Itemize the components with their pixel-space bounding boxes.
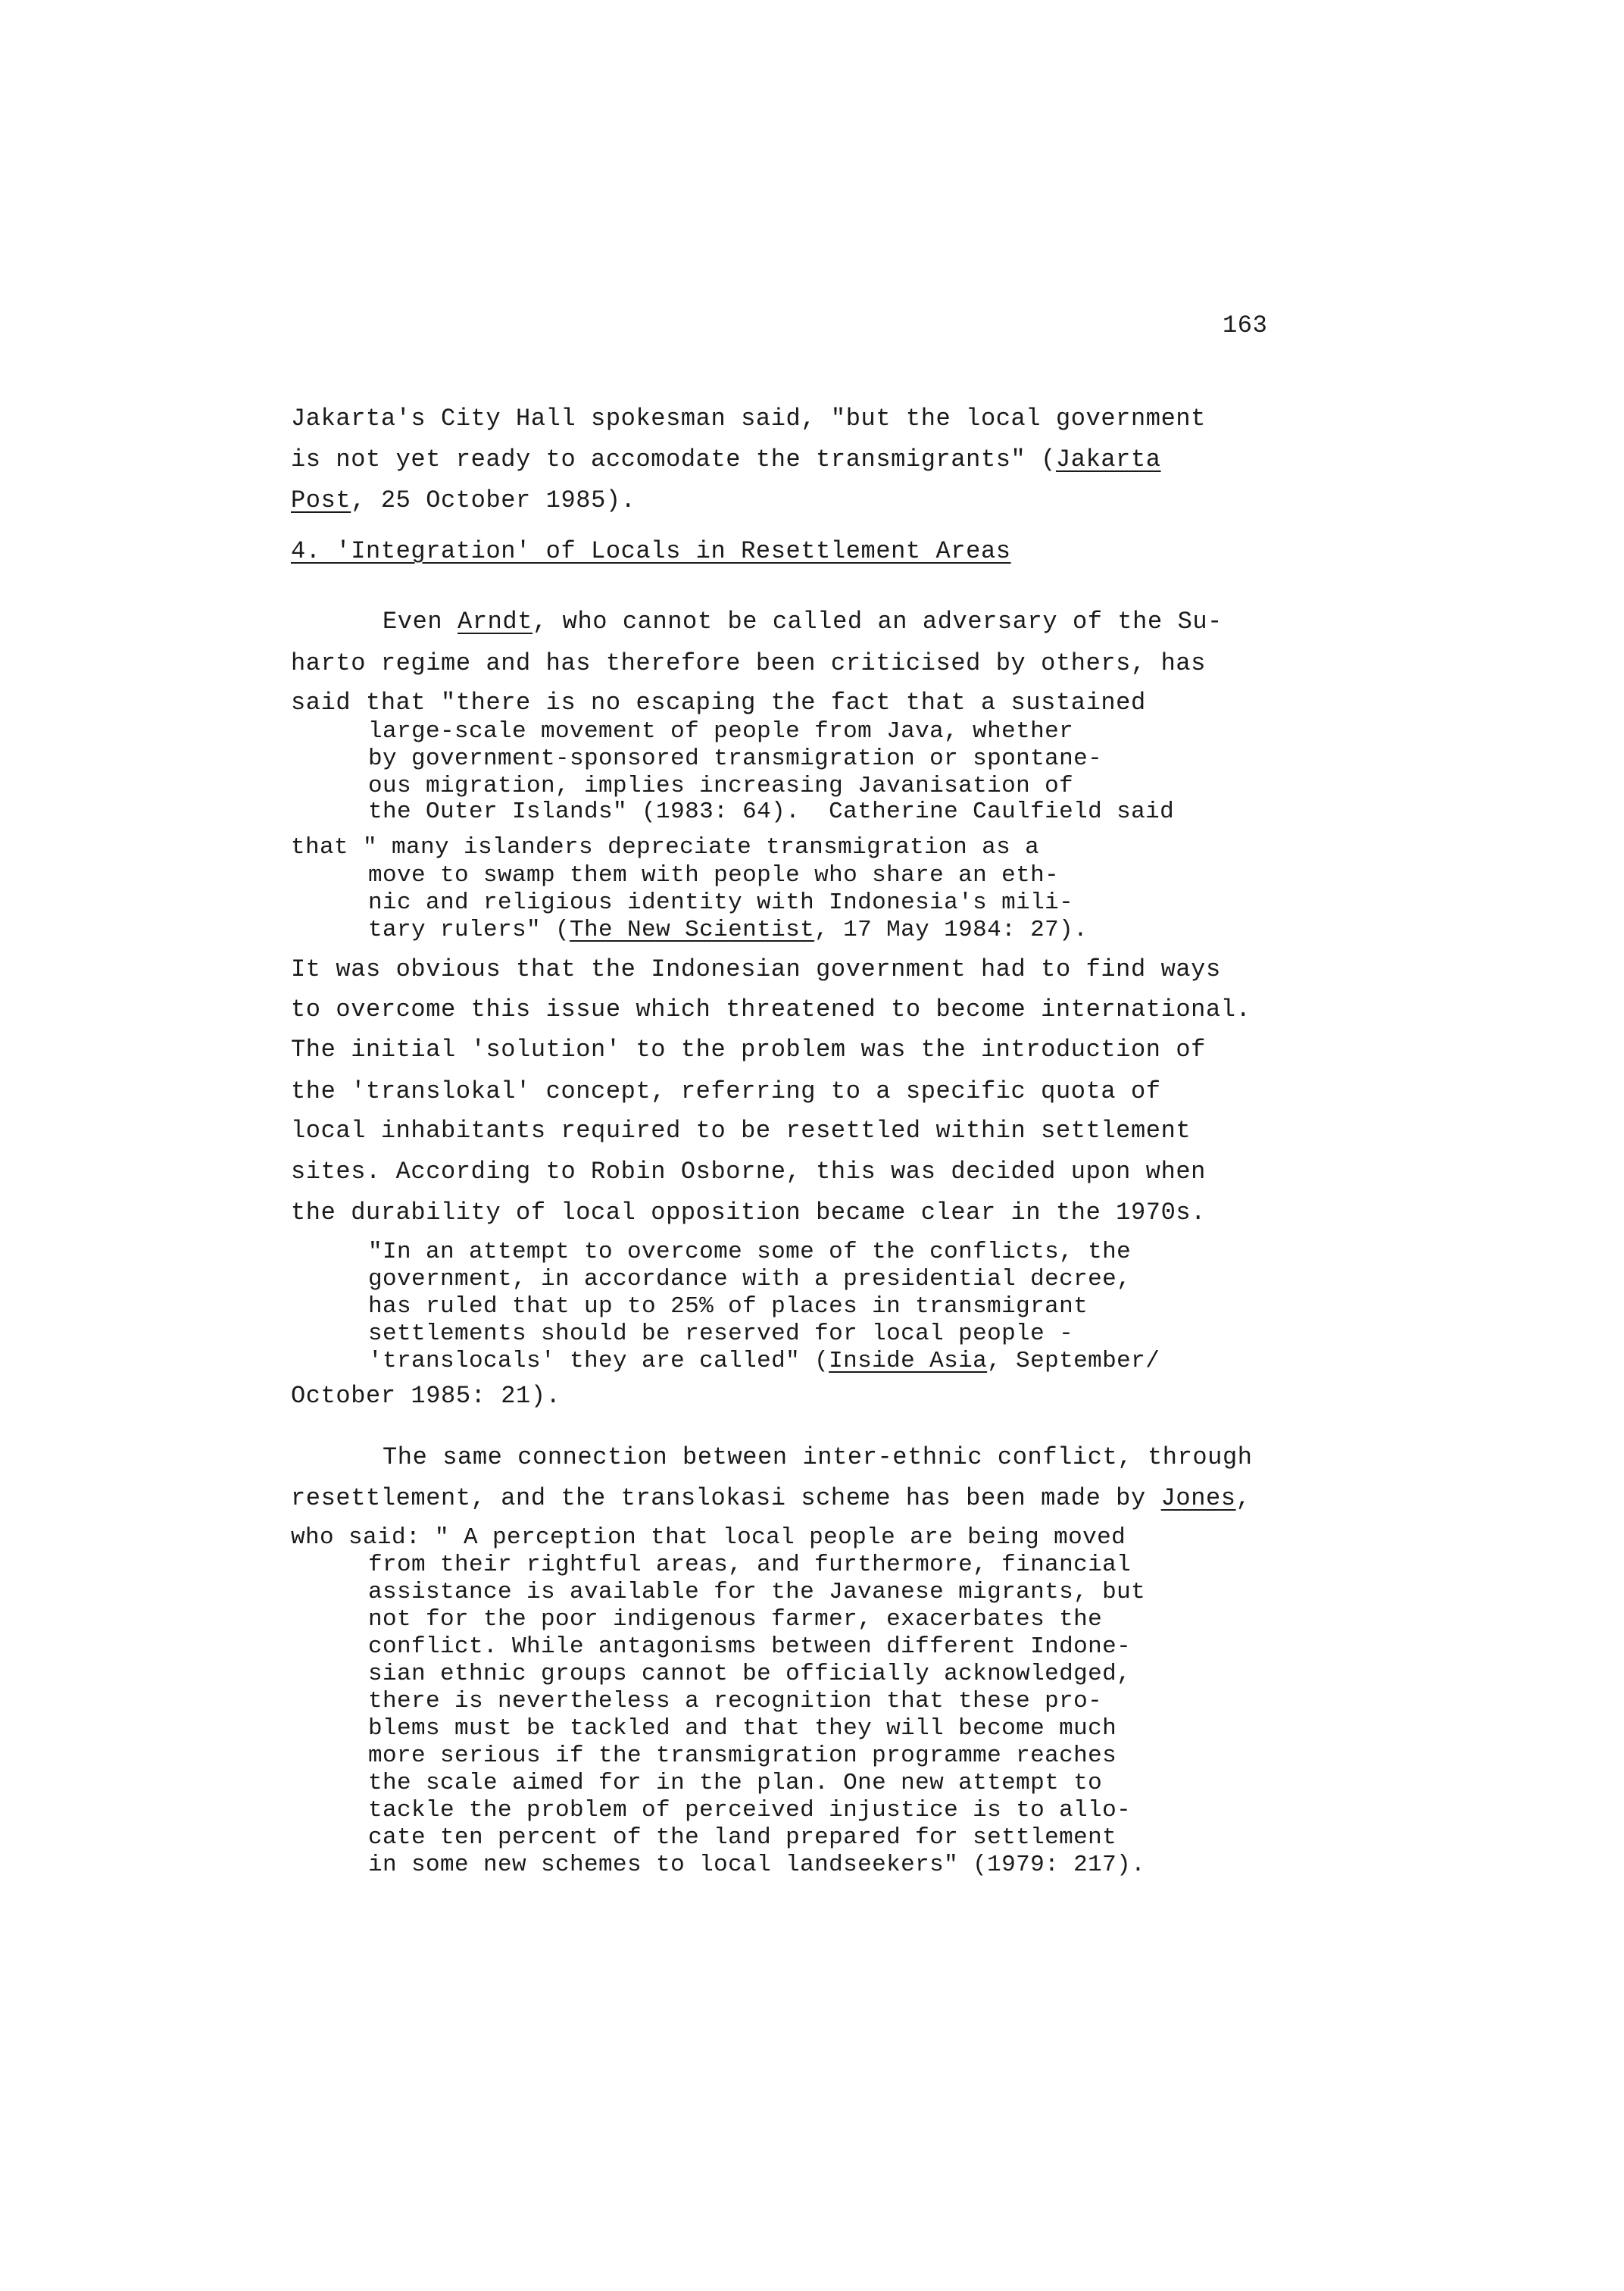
quote-line: has ruled that up to 25% of places in transmigrant — [368, 1293, 1088, 1320]
quote-line: ous migration, implies increasing Javanisation of — [368, 773, 1074, 799]
quote-line: there is nevertheless a recognition that these pro- — [368, 1688, 1103, 1714]
text-line: The initial 'solution' to the problem was the introduction of — [291, 1036, 1206, 1064]
text-line: to overcome this issue which threatened to become international. — [291, 995, 1251, 1024]
text-line — [383, 610, 1223, 634]
text-line: said that "there is no escaping the fact that a sustained — [291, 689, 1146, 717]
text-line: the 'translokal' concept, referring to a specific quota of — [291, 1077, 1161, 1105]
text-span: tary rulers" ( — [368, 917, 570, 943]
text-line: local inhabitants required to be resettled within settlement — [291, 1117, 1191, 1145]
citation-jakarta-post: Post — [291, 486, 351, 514]
citation-jakarta-post: Jakarta — [1055, 445, 1161, 474]
quote-line: assistance is available for the Javanese migrants, but — [368, 1579, 1146, 1605]
quote-line: move to swamp them with people who share an eth- — [368, 862, 1060, 889]
text-span: , 17 May 1984: 27). — [814, 917, 1088, 943]
quote-line — [368, 918, 1088, 942]
text-span: , 25 October 1985). — [351, 486, 636, 514]
quote-line: tackle the problem of perceived injustice is to allo- — [368, 1797, 1132, 1824]
quote-line: in some new schemes to local landseekers" (1979: 217). — [368, 1852, 1146, 1878]
text-span: , — [1235, 1484, 1251, 1512]
quote-line: large-scale movement of people from Java, whether — [368, 718, 1074, 745]
text-line: It was obvious that the Indonesian government had to find ways — [291, 955, 1221, 983]
text-span: 'translocals' they are called" ( — [368, 1348, 829, 1374]
text-line: sites. According to Robin Osborne, this was decided upon when — [291, 1158, 1206, 1186]
quote-line: not for the poor indigenous farmer, exacerbates the — [368, 1606, 1103, 1633]
text-line: The same connection between inter-ethnic conflict, through — [383, 1443, 1253, 1471]
quote-line: cate ten percent of the land prepared for settlement — [368, 1824, 1117, 1851]
text-line — [291, 445, 1161, 474]
text-span: , who cannot be called an adversary of the Su- — [532, 608, 1223, 636]
quote-line: from their rightful areas, and furthermore, financial — [368, 1552, 1132, 1578]
text-line: harto regime and has therefore been criticised by others, has — [291, 649, 1206, 677]
quote-line: more serious if the transmigration programme reaches — [368, 1742, 1117, 1769]
quote-line: the scale aimed for in the plan. One new attempt to — [368, 1770, 1103, 1796]
text-line: the durability of local opposition became clear in the 1970s. — [291, 1199, 1206, 1227]
text-line: the Outer Islands" (1983: 64). Catherine Caulfield said — [368, 799, 1175, 825]
text-line: that " many islanders depreciate transmigration as a — [291, 834, 1040, 861]
quote-line: by government-sponsored transmigration or spontane- — [368, 745, 1103, 772]
text-line — [291, 486, 636, 514]
quote-line: conflict. While antagonisms between different Indone- — [368, 1633, 1132, 1660]
text-line — [291, 1486, 1251, 1511]
text-line: October 1985: 21). — [291, 1382, 561, 1410]
quote-line — [368, 1349, 1160, 1373]
quote-line: "In an attempt to overcome some of the conflicts, the — [368, 1239, 1132, 1265]
citation-new-scientist: The New Scientist — [570, 917, 815, 943]
page-number: 163 — [1223, 311, 1268, 339]
author-jones: Jones — [1160, 1484, 1236, 1512]
text-span: Even — [383, 608, 458, 636]
quote-line: nic and religious identity with Indonesia's mili- — [368, 889, 1074, 916]
quote-line: settlements should be reserved for local people - — [368, 1321, 1074, 1347]
text-span: is not yet ready to accomodate the transmigrants" ( — [291, 445, 1056, 474]
quote-line: sian ethnic groups cannot be officially acknowledged, — [368, 1661, 1132, 1687]
quote-line: government, in accordance with a presidential decree, — [368, 1266, 1132, 1292]
text-span: resettlement, and the translokasi scheme has been made by — [291, 1484, 1161, 1512]
text-line: Jakarta's City Hall spokesman said, "but the local government — [291, 405, 1206, 433]
section-heading: 4. 'Integration' of Locals in Resettlement Areas — [291, 537, 1011, 565]
citation-inside-asia: Inside Asia — [829, 1348, 988, 1374]
quote-line: blems must be tackled and that they will become much — [368, 1715, 1117, 1742]
author-arndt: Arndt — [458, 608, 533, 636]
text-line: who said: " A perception that local people are being moved — [291, 1524, 1126, 1551]
text-span: , September/ — [987, 1348, 1160, 1374]
